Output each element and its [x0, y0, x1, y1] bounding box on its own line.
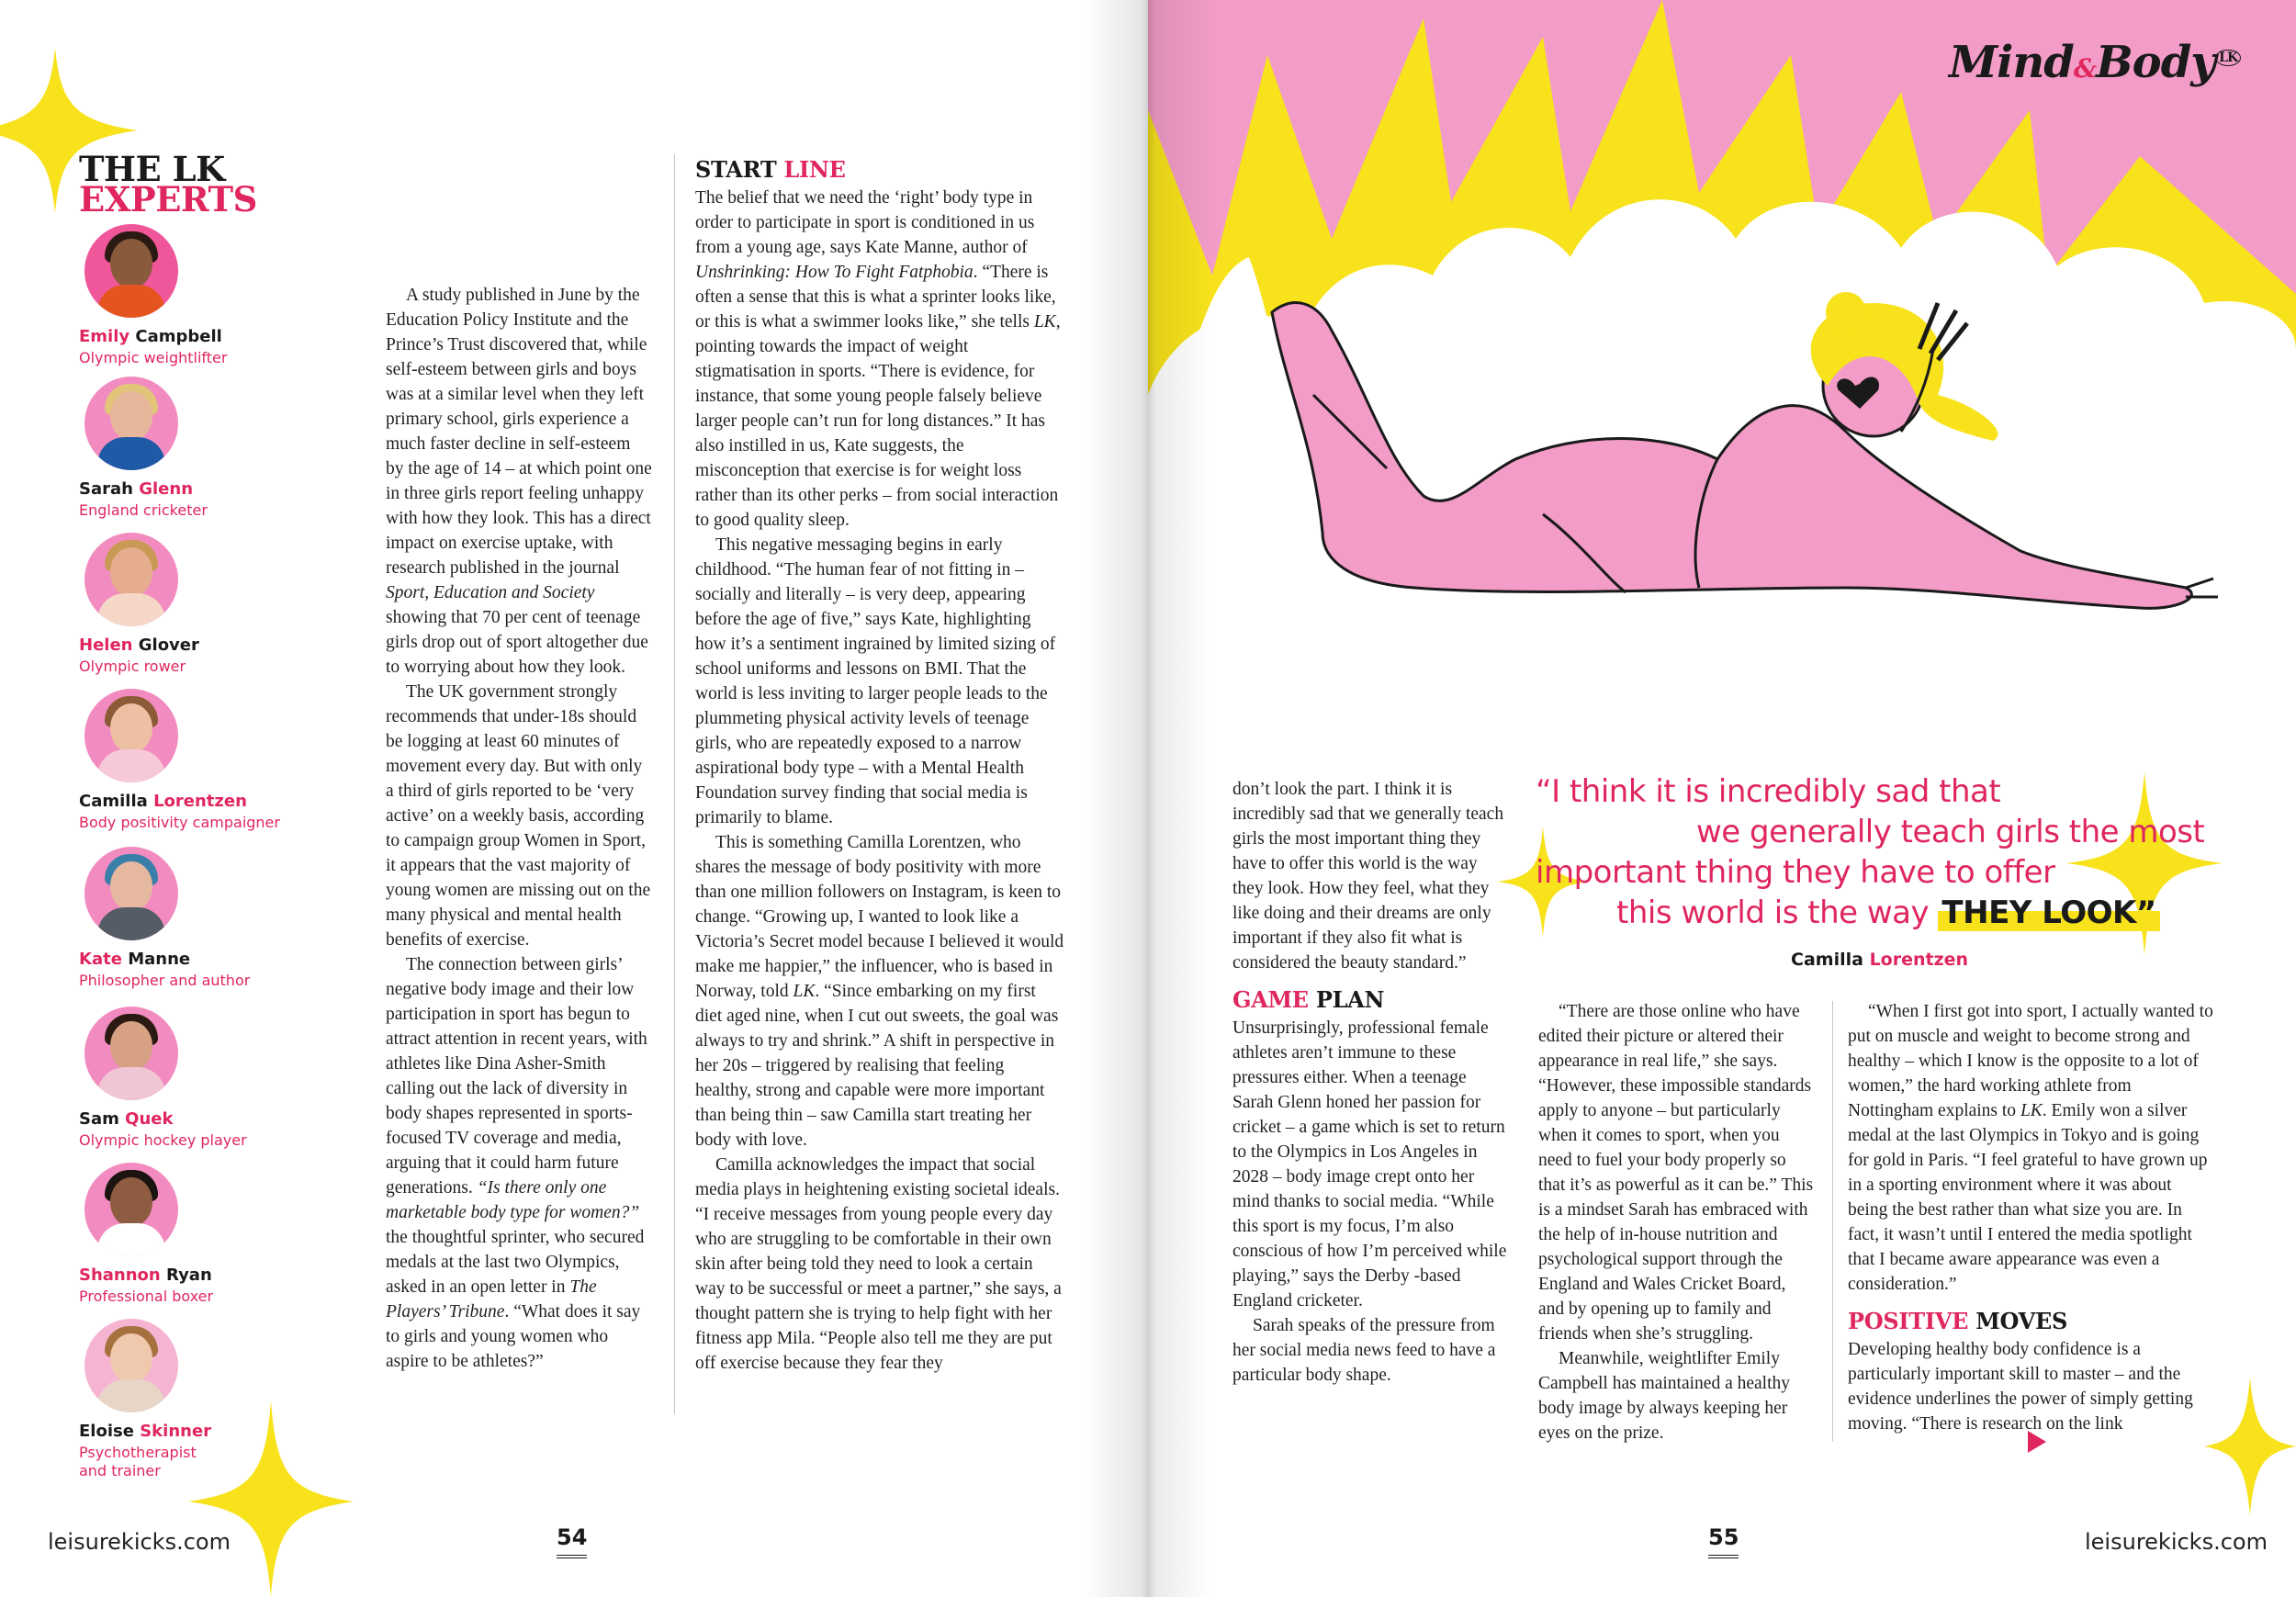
paragraph: The UK government strongly recommends that under-18s should be logging at least 60 minutes of movement every day. But with only a third of girls reported to be ‘very active’ on a weekly basis, according to campaign group Women in Sport, it appears that the vast majority of young women are missing out on the many physical and mental health benefits of exercise.: [386, 682, 651, 950]
expert-role: Philosopher and author: [79, 972, 251, 989]
continue-arrow-icon: [2028, 1431, 2046, 1453]
hero-illustration: [1148, 0, 2296, 762]
paragraph: Developing healthy body confidence is a particularly important skill to master – and the evidence underlines the power of simply getting moving. “There is research on the link: [1848, 1340, 2193, 1434]
section-heading: GAME PLAN: [1232, 986, 1385, 1013]
article-column-3: [1848, 999, 2213, 1436]
column-divider: [1832, 1001, 1833, 1442]
section-brand-logo: Mind&Body $^{LK}$: [1949, 37, 2241, 88]
pull-quote-line: “I think it is incredibly sad that: [1536, 773, 2001, 810]
avatar: [84, 1319, 178, 1412]
experts-heading: [79, 149, 257, 219]
article-column-1: [1232, 777, 1508, 1388]
page-number: 54: [557, 1524, 587, 1558]
page-number: 55: [1708, 1524, 1739, 1558]
paragraph: “There are those online who have edited their picture or altered their appearance in real life,” she says. “However, these impossible standards apply to anyone – but particularly when it comes to sport, when you need to fuel your body properly so that it’s as powerful as it can be.” This is a mindset Sarah has embraced with the help of in-house nutrition and psychological support through the England and Wales Cricket Board, and by opening up to family and friends when she’s struggling.: [1538, 1002, 1814, 1344]
expert-role: England cricketer: [79, 501, 208, 519]
paragraph: Unsurprisingly, professional female athletes aren’t immune to these pressures either. When a teenage Sarah Glenn honed her passion for cricket – a game which is set to return to the Olympics in Los Angeles in 2028 – body image crept onto her mind thanks to social media. “While this sport is my focus, I’m also conscious of how I’m perceived while playing,” says the Derby -based England cricketer.: [1232, 1018, 1507, 1310]
expert-name: Helen Glover: [79, 635, 199, 655]
expert-role: Body positivity campaigner: [79, 814, 280, 831]
expert-role: Psychotherapist and trainer: [79, 1444, 197, 1479]
article-column-2: [1538, 999, 1814, 1445]
avatar: [84, 533, 178, 626]
section-heading: POSITIVE MOVES: [1848, 1308, 2067, 1334]
column-divider: [674, 154, 675, 1414]
avatar: [84, 1163, 178, 1256]
expert-role: Olympic rower: [79, 658, 186, 675]
expert-role: Olympic hockey player: [79, 1131, 247, 1149]
article-column-1: [386, 283, 652, 1374]
expert-name: Sarah Glenn: [79, 479, 194, 499]
paragraph: This is something Camilla Lorentzen, who shares the message of body positivity with more than one million followers on Instagram, is keen to change. “Growing up, I wanted to look like a Victoria’s Secret model because I believed it would make me happier,” the influencer, who is based in Norway, told LK. “Since embarking on my first diet aged nine, when I cut out sweets, the goal was always to try and shrink.” A shift in perspective in her 20s – triggered by realising that feeling healthy, strong and capable were more important than being thin – saw Camilla start treating her body with love.: [695, 833, 1064, 1150]
pull-quote-line: we generally teach girls the most: [1696, 814, 2205, 850]
sparkle-decoration: [188, 1400, 354, 1597]
pull-quote-line: important thing they have to offer: [1536, 854, 2055, 891]
expert-role: Olympic weightlifter: [79, 349, 228, 366]
expert-role: Professional boxer: [79, 1288, 214, 1305]
paragraph: This negative messaging begins in early childhood. “The human fear of not fitting in – socially and literally – is very deep, appearing before the age of five,” says Kate, highlighting how it’s a sentiment ingrained by limited sizing of school uniforms and lessons on BMI. That the world is less inviting to larger people leads to the plummeting physical activity levels of teenage girls, who are repeatedly exposed to a narrow aspirational body type – with a Mental Health Foundation survey finding that social media is primarily to blame.: [695, 535, 1056, 827]
avatar: [84, 1007, 178, 1100]
paragraph: A study published in June by the Education Policy Institute and the Prince’s Trust discovered that, while self-esteem between girls and boys was at a similar level when they left primary school, girls experience a much faster decline in self-esteem by the age of 14 – at which point one in three girls report feeling unhappy with how they look. This has a direct impact on exercise uptake, with research published in the journal Sport, Education and Society showing that 70 per cent of teenage girls drop out of sport altogether due to worrying about how they look.: [386, 286, 652, 677]
pull-quote-attribution: Camilla Lorentzen: [1791, 950, 1969, 970]
avatar: [84, 224, 178, 318]
paragraph: don’t look the part. I think it is incredibly sad that we generally teach girls the most important thing they have to offer this world is the way they look. How they feel, what they like doing and their dreams are only important if they also fit what is considered the beauty standard.”: [1232, 780, 1504, 973]
expert-name: Shannon Ryan: [79, 1265, 212, 1285]
expert-name: Camilla Lorentzen: [79, 792, 247, 811]
paragraph: Meanwhile, weightlifter Emily Campbell has maintained a healthy body image by always keeping her eyes on the prize.: [1538, 1349, 1790, 1443]
paragraph: The connection between girls’ negative body image and their low participation in sport has begun to attract attention in recent years, with athletes like Dina Asher-Smith calling out the lack of diversity in body shapes represented in sports-focused TV coverage and media, arguing that it could harm future generations. “Is there only one marketable body type for women?” the thoughtful sprinter, who secured medals at the last two Olympics, asked in an open letter in The Players’ Tribune. “What does it say to girls and young women who aspire to be athletes?”: [386, 955, 647, 1371]
expert-name: Sam Quek: [79, 1109, 174, 1129]
pull-quote-highlight: THEY LOOK”: [1938, 894, 2159, 931]
avatar: [84, 689, 178, 782]
paragraph: The belief that we need the ‘right’ body type in order to participate in sport is conditioned in us from a young age, says Kate Manne, author of Unshrinking: How To Fight Fatphobia. “There is often a sense that this is what a sprinter looks like, or this is what a swimmer looks like,” she tells LK, pointing towards the impact of weight stigmatisation in sports. “There is evidence, for instance, that some young people falsely believe larger people can’t run for long distances.” It has also instilled in us, Kate suggests, the misconception that exercise is for weight loss rather than its other perks – from social interaction to good quality sleep.: [695, 188, 1061, 530]
paragraph: “When I first got into sport, I actually wanted to put on muscle and weight to become strong and healthy – which I know is the opposite to a lot of women,” the hard working athlete from Nottingham explains to LK. Emily won a silver medal at the last Olympics in Tokyo and is going for gold in Paris. “I feel grateful to have grown up in a sporting environment where it was about being the best rather than what size you are. In fact, it wasn’t until I entered the media spotlight that I became aware appearance was even a consideration.”: [1848, 1002, 2213, 1294]
experts-heading-line2: EXPERTS: [79, 179, 257, 219]
pull-quote-line: this world is the way THEY LOOK”: [1536, 893, 2252, 933]
expert-name: Eloise Skinner: [79, 1422, 212, 1441]
section-heading: START LINE: [695, 156, 846, 183]
article-column-2: [695, 156, 1064, 1376]
paragraph: Camilla acknowledges the impact that social media plays in heightening existing societal ideals. “I receive messages from young people every day who are struggling to be comfortable in their own skin after being told they need to look a certain way to be successful or meet a partner,” she says, a thought pattern she is trying to help fight with her fitness app Mila. “People also tell me they are put off exercise because they fear they: [695, 1155, 1062, 1373]
right-page: [1148, 0, 2296, 1597]
avatar: [84, 847, 178, 940]
sparkle-decoration: [2204, 1378, 2296, 1515]
expert-name: Kate Manne: [79, 950, 191, 969]
expert-name: Emily Campbell: [79, 327, 222, 346]
footer-website: leisurekicks.com: [2085, 1529, 2268, 1555]
experts-heading-line1: THE LK: [79, 149, 225, 189]
pull-quote: [1536, 771, 2252, 933]
paragraph: Sarah speaks of the pressure from her social media news feed to have a particular body shape.: [1232, 1316, 1496, 1385]
footer-website: leisurekicks.com: [48, 1529, 231, 1555]
avatar: [84, 377, 178, 470]
